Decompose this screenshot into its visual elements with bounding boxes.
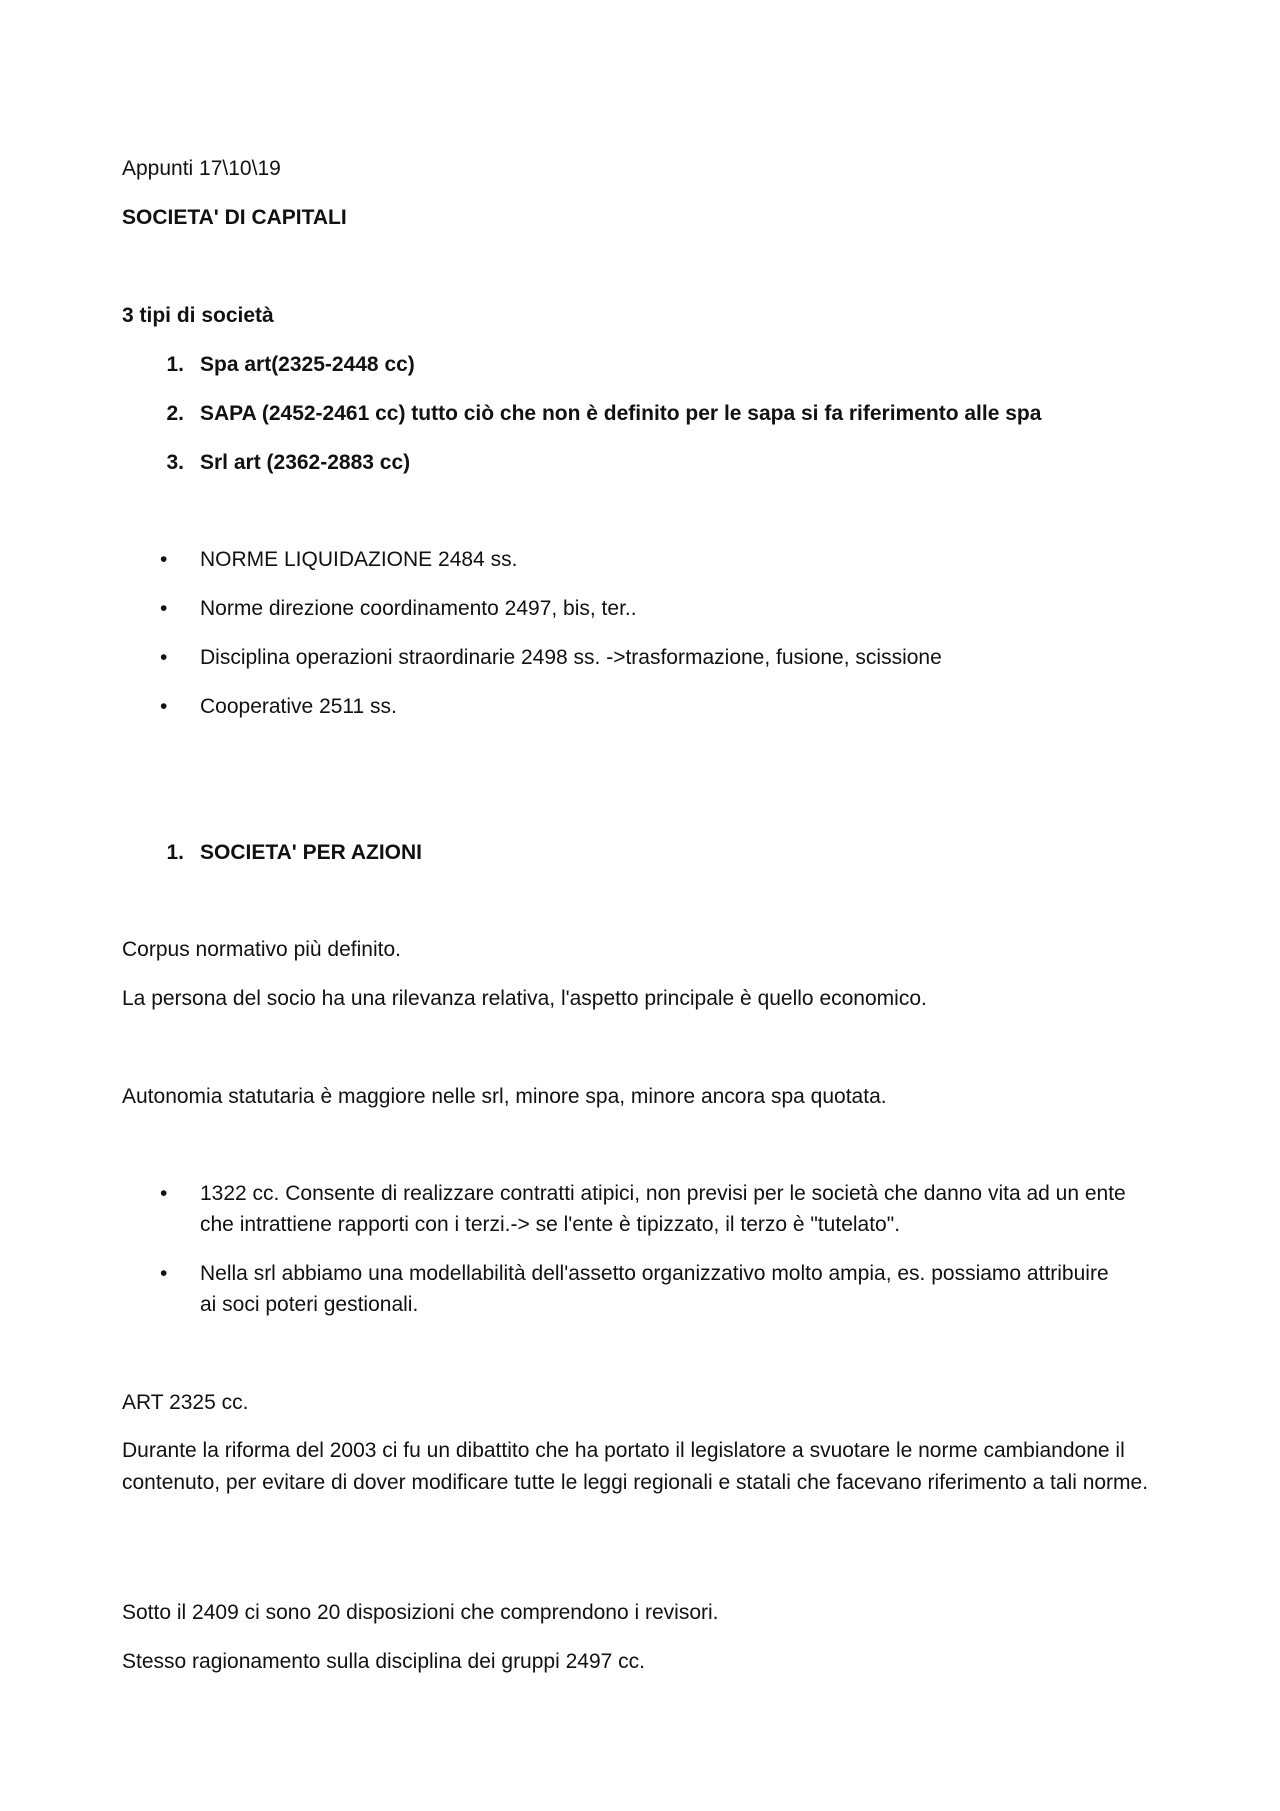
list-item-line: 1322 cc. Consente di realizzare contratti atipici, non previsi per le società che danno vita ad un ente [200,1182,1126,1205]
list-item: Cooperative 2511 ss. [200,695,397,718]
bullet-marker: • [160,1262,168,1285]
bullet-marker: • [160,548,168,571]
list-item-line: che intrattiene rapporti con i terzi.-> se l'ente è tipizzato, il terzo è "tutelato". [200,1213,901,1236]
list-number: 1. [166,353,184,376]
paragraph: Autonomia statutaria è maggiore nelle srl, minore spa, minore ancora spa quotata. [122,1085,887,1108]
list-item-line: ai soci poteri gestionali. [200,1293,419,1316]
paragraph: Corpus normativo più definito. [122,938,401,961]
list-item-line: Nella srl abbiamo una modellabilità dell'assetto organizzativo molto ampia, es. possiamo attribuire [200,1262,1109,1285]
article-heading: ART 2325 cc. [122,1391,249,1414]
list-number: 3. [166,451,184,474]
list-item: Spa art(2325-2448 cc) [200,353,415,376]
paragraph: La persona del socio ha una rilevanza relativa, l'aspetto principale è quello economico. [122,987,927,1010]
paragraph: Sotto il 2409 ci sono 20 disposizioni che comprendono i revisori. [122,1601,719,1624]
list-item: Srl art (2362-2883 cc) [200,451,411,474]
list-item: NORME LIQUIDAZIONE 2484 ss. [200,548,518,571]
paragraph: Durante la riforma del 2003 ci fu un dibattito che ha portato il legislatore a svuotare le norme cambiandone il contenuto, per evitare di dover modificare tutte le leggi regionali e statali che facevano riferimento a tali norme. [122,1439,1149,1494]
document-title: SOCIETA' DI CAPITALI [122,206,347,229]
section-heading: SOCIETA' PER AZIONI [200,841,423,864]
list-number: 2. [166,402,184,425]
paragraph: Stesso ragionamento sulla disciplina dei gruppi 2497 cc. [122,1650,645,1673]
bullet-marker: • [160,597,168,620]
section-number: 1. [166,841,184,864]
bullet-marker: • [160,695,168,718]
list-item: Disciplina operazioni straordinarie 2498 ss. ->trasformazione, fusione, scissione [200,646,942,669]
bullet-marker: • [160,646,168,669]
types-heading: 3 tipi di società [122,304,274,327]
date-line: Appunti 17\10\19 [122,157,281,180]
list-item: SAPA (2452-2461 cc) tutto ciò che non è definito per le sapa si fa riferimento alle spa [200,402,1042,425]
list-item: Norme direzione coordinamento 2497, bis, ter.. [200,597,637,620]
bullet-marker: • [160,1182,168,1205]
